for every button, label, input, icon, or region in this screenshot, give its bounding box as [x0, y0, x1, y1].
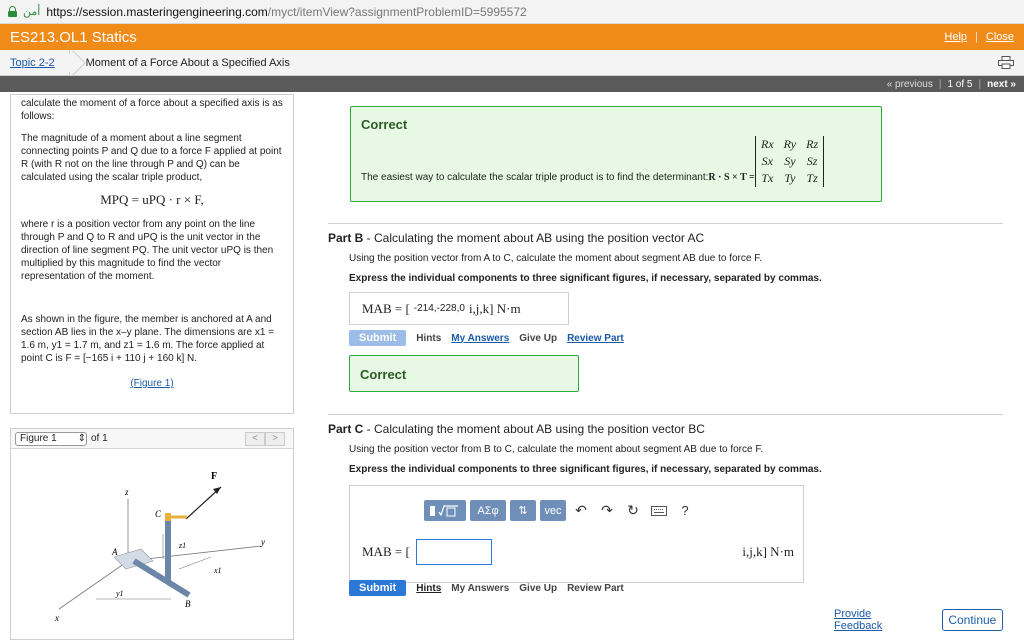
part-a-message-text: The easiest way to calculate the scalar triple product is to find the determinant: — [361, 172, 709, 183]
course-header — [0, 24, 1024, 50]
part-a-feedback — [350, 106, 882, 202]
part-c-heading — [328, 422, 705, 436]
breadcrumb-topic-link[interactable]: Topic 2-2 — [0, 50, 70, 75]
part-b-review-part-link[interactable]: Review Part — [567, 332, 624, 344]
label-x: x — [55, 613, 59, 623]
part-c-instruction: Using the position vector from B to C, calculate the moment about segment AB due to force F. — [349, 444, 764, 455]
item-position: 1 of 5 — [947, 78, 973, 90]
templates-button[interactable] — [424, 500, 466, 521]
header-separator: | — [975, 31, 978, 43]
problem-para-1: The magnitude of a moment about a line segment connecting points P and Q due to a force F applied at point R (with R not on the line through P and Q) can be calculated using the scalar triple product, — [21, 133, 282, 183]
part-c-title: - Calculating the moment about AB using the position vector BC — [363, 422, 705, 436]
breadcrumb-chevron-icon — [70, 50, 80, 76]
figure-next-button[interactable]: > — [265, 432, 285, 446]
divider — [328, 223, 1003, 224]
previous-link[interactable]: « previous — [886, 78, 933, 90]
nav-separator: | — [938, 78, 942, 90]
det-cell: Tz — [806, 171, 818, 185]
part-b-actions — [349, 330, 624, 346]
figure-select-label: Figure 1 — [20, 433, 57, 444]
part-b-heading — [328, 231, 704, 245]
math-toolbar — [424, 500, 696, 521]
part-a-expr: R · S × T = — [708, 172, 755, 183]
moment-formula: MPQ = uPQ · r × F, — [100, 192, 204, 207]
provide-feedback-link[interactable]: Provide Feedback — [834, 608, 883, 632]
part-a-message — [361, 172, 755, 183]
url-path: /myct/itemView?assignmentProblemID=5995572 — [267, 4, 527, 19]
help-link[interactable]: Help — [944, 31, 968, 43]
problem-intro: calculate the moment of a force about a specified axis is as follows: — [21, 98, 283, 122]
item-navigation — [0, 76, 1024, 92]
continue-button[interactable]: Continue — [942, 609, 1003, 631]
figure-link[interactable]: (Figure 1) — [130, 378, 174, 389]
url-host: https://session.masteringengineering.com — [46, 4, 268, 19]
part-b-submit-button[interactable]: Submit — [349, 330, 406, 346]
det-cell: Rz — [806, 137, 819, 151]
part-c-lhs: MAB = [ — [362, 544, 410, 559]
figure-prev-button[interactable]: < — [245, 432, 265, 446]
part-b-lhs: MAB = [ — [362, 300, 410, 316]
part-b-feedback — [349, 355, 579, 392]
problem-statement — [10, 94, 294, 414]
fraction-sqrt-icon — [429, 504, 461, 518]
undo-icon[interactable]: ↶ — [575, 502, 587, 518]
url[interactable] — [46, 5, 526, 19]
label-C: C — [155, 509, 162, 519]
part-c-express: Express the individual components to three significant figures, if necessary, separated by commas. — [349, 464, 822, 475]
breadcrumb — [0, 50, 1024, 76]
course-title: ES213.OL1 Statics — [10, 28, 137, 46]
lock-icon — [8, 6, 17, 17]
redo-icon[interactable]: ↷ — [601, 502, 613, 518]
greek-symbols-button[interactable]: ΑΣφ — [470, 500, 506, 521]
part-b-correct-title: Correct — [360, 367, 407, 382]
part-b-instruction: Using the position vector from A to C, calculate the moment about segment AB due to force F. — [349, 253, 762, 264]
determinant — [755, 136, 824, 187]
part-c-hints-link[interactable]: Hints — [416, 582, 442, 594]
part-b-express: Express the individual components to three significant figures, if necessary, separated by commas. — [349, 273, 822, 284]
part-b-label: Part B — [328, 231, 364, 245]
part-c-units: i,j,k] N·m — [742, 544, 794, 559]
close-link[interactable]: Close — [985, 31, 1014, 43]
label-F: F — [211, 471, 218, 482]
select-arrows-icon: ⇕ — [77, 433, 86, 444]
label-z: z — [125, 487, 129, 497]
label-y: y — [261, 537, 265, 547]
divider-2 — [328, 414, 1003, 415]
vector-button[interactable]: vec — [540, 500, 566, 521]
label-x1: x1 — [214, 566, 222, 575]
label-B: B — [185, 599, 191, 609]
part-c-submit-button[interactable]: Submit — [349, 580, 406, 596]
label-z1: z1 — [179, 541, 187, 550]
address-bar[interactable] — [0, 0, 1024, 24]
member-diagram — [11, 449, 293, 639]
figure-panel — [10, 428, 294, 640]
part-b-give-up-link[interactable]: Give Up — [519, 332, 558, 344]
print-icon[interactable] — [998, 56, 1014, 69]
part-c-label: Part C — [328, 422, 364, 436]
sort-arrows-icon[interactable]: ⇅ — [510, 500, 536, 521]
part-c-answer-input[interactable] — [416, 539, 492, 565]
part-c-actions — [349, 580, 624, 596]
part-b-answer — [349, 292, 569, 325]
part-b-hints-link[interactable]: Hints — [416, 332, 442, 344]
label-y1: y1 — [116, 589, 124, 598]
breadcrumb-item: Moment of a Force About a Specified Axis — [85, 56, 290, 69]
part-b-value: -214,-228,0 — [413, 303, 465, 314]
det-cell: Sx — [761, 154, 773, 168]
det-cell: Ty — [784, 171, 796, 185]
label-A: A — [112, 547, 118, 557]
problem-para-2: where r is a position vector from any point on the line through P and Q to R and uPQ is the unit vector in the direction of line segment PQ. The unit vector uPQ is then multiplied by this magnitude to find the vector representation of the moment. — [21, 219, 274, 282]
nav-separator-2: | — [978, 78, 982, 90]
figure-select[interactable] — [15, 432, 87, 446]
det-cell: Sy — [784, 154, 796, 168]
part-b-title: - Calculating the moment about AB using the position vector AC — [363, 231, 705, 245]
math-editor — [349, 485, 804, 583]
problem-para-3: As shown in the figure, the member is anchored at A and section AB lies in the x–y plane. The dimensions are x1 = 1.6 m, y1 = 1.7 m, and z1 = 1.6 m. The force applied at point C is F = [−165 i + 110 j + 160 k] N. — [21, 314, 275, 364]
part-c-give-up-link[interactable]: Give Up — [519, 582, 558, 594]
det-cell: Sz — [806, 154, 818, 168]
keyboard-icon[interactable] — [648, 500, 670, 521]
det-cell: Tx — [761, 171, 774, 185]
part-a-correct-title: Correct — [361, 117, 408, 132]
help-icon[interactable]: ? — [681, 503, 689, 518]
page-footer — [834, 608, 1003, 632]
reset-icon[interactable]: ↻ — [627, 502, 639, 518]
figure-count: of 1 — [91, 433, 108, 444]
secure-label: أمن — [23, 6, 41, 18]
part-c-my-answers-link[interactable]: My Answers — [451, 582, 510, 594]
part-b-my-answers-link[interactable]: My Answers — [451, 332, 510, 344]
part-c-review-part-link[interactable]: Review Part — [567, 582, 624, 594]
part-b-units: i,j,k] N·m — [468, 300, 521, 316]
det-cell: Rx — [761, 137, 774, 151]
next-link[interactable]: next » — [987, 78, 1016, 90]
part-c-equation — [362, 539, 794, 565]
det-cell: Ry — [783, 137, 797, 151]
